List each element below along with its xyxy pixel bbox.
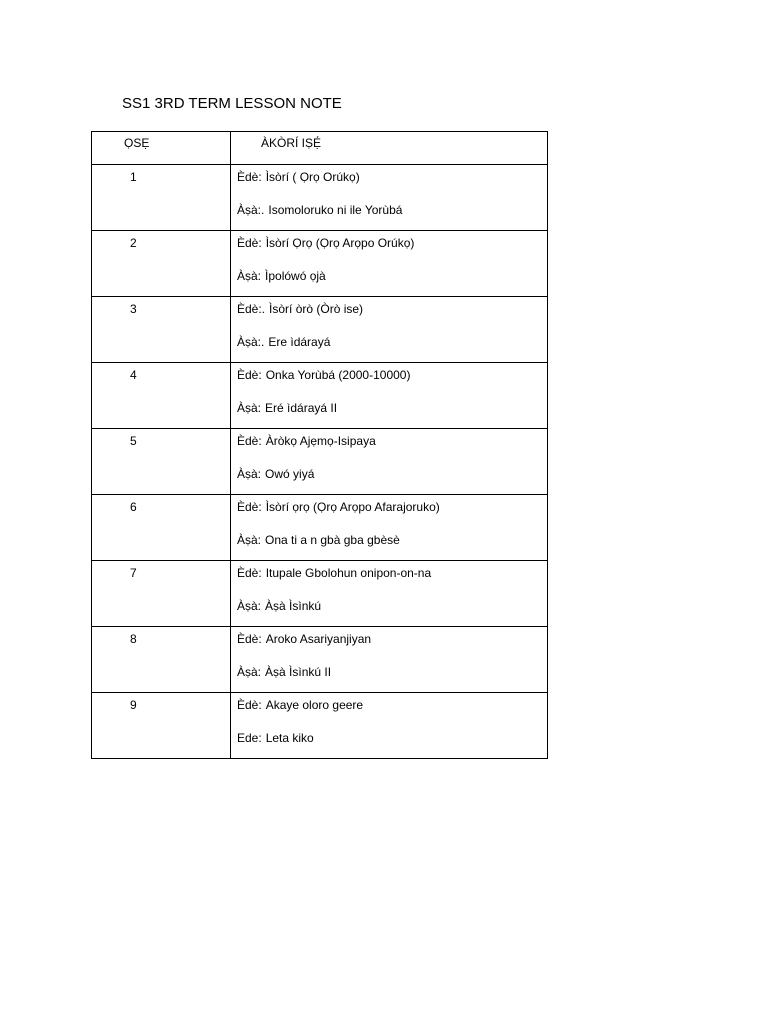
topic-text: Eré ìdárayá II <box>265 401 338 415</box>
header-topic <box>231 132 548 165</box>
header-week <box>92 132 231 165</box>
topic-label: Èdè: <box>237 632 262 646</box>
table-row <box>92 429 548 495</box>
topic-text: Àṣà Ìsìnkú II <box>265 665 332 679</box>
week-number: 5 <box>130 434 137 448</box>
topic-text: Onka Yorùbá (2000-10000) <box>265 368 411 382</box>
topic-cell <box>231 627 548 693</box>
topic-label: Èdè: <box>237 368 262 382</box>
week-number: 9 <box>130 698 137 712</box>
culture-topic-line <box>237 400 547 416</box>
header-topic-label: ÀKÒRÍ IṢẸ́ <box>261 136 322 150</box>
week-number: 3 <box>130 302 137 316</box>
culture-topic-line <box>237 268 547 284</box>
week-cell <box>92 693 231 759</box>
table-row <box>92 495 548 561</box>
week-cell <box>92 297 231 363</box>
table-row <box>92 363 548 429</box>
week-number: 4 <box>130 368 137 382</box>
topic-cell <box>231 561 548 627</box>
topic-label: Àṣà: <box>237 665 262 679</box>
culture-topic-line <box>237 334 547 350</box>
lesson-table <box>91 131 548 759</box>
header-week-label: ỌSẸ <box>124 136 150 150</box>
culture-topic-line <box>237 598 547 614</box>
table-row <box>92 693 548 759</box>
language-topic-line <box>237 433 547 449</box>
table-row <box>92 165 548 231</box>
topic-text: Ona ti a n gbà gba gbèsè <box>265 533 400 547</box>
week-number: 6 <box>130 500 137 514</box>
topic-label: Èdè: <box>237 434 262 448</box>
topic-text: Akaye oloro geere <box>265 698 364 712</box>
week-cell <box>92 363 231 429</box>
table-row <box>92 297 548 363</box>
topic-text: Ìsòrí ọrọ (Ọrọ Arọpo Afarajoruko) <box>265 500 440 514</box>
topic-text: Owó yiyá <box>265 467 315 481</box>
table-header-row <box>92 132 548 165</box>
language-topic-line <box>237 697 547 713</box>
table-row <box>92 561 548 627</box>
topic-label: Èdè: <box>237 698 262 712</box>
language-topic-line <box>237 235 547 251</box>
culture-topic-line <box>237 466 547 482</box>
language-topic-line <box>237 301 547 317</box>
topic-text: Leta kiko <box>265 731 314 745</box>
week-cell <box>92 627 231 693</box>
language-topic-line <box>237 367 547 383</box>
week-number: 8 <box>130 632 137 646</box>
topic-label: Àṣà: <box>237 401 262 415</box>
topic-label: Èdè: <box>237 170 262 184</box>
week-cell <box>92 165 231 231</box>
language-topic-line <box>237 169 547 185</box>
topic-cell <box>231 231 548 297</box>
topic-text: Àṣà Ìsìnkú <box>265 599 322 613</box>
page-title: SS1 3RD TERM LESSON NOTE <box>122 95 342 112</box>
topic-text: Isomoloruko ni ile Yorùbá <box>268 203 403 217</box>
topic-cell <box>231 693 548 759</box>
topic-text: Aroko Asariyanjiyan <box>265 632 372 646</box>
topic-text: Ere ìdárayá <box>268 335 331 349</box>
language-topic-line <box>237 499 547 515</box>
topic-label: Àṣà: <box>237 467 262 481</box>
topic-text: Ìsòrí ( Ọrọ Orúkọ) <box>265 170 360 184</box>
table-row <box>92 231 548 297</box>
week-cell <box>92 429 231 495</box>
culture-topic-line <box>237 202 547 218</box>
topic-label: Àṣà: <box>237 599 262 613</box>
topic-label: Èdè:. <box>237 302 266 316</box>
table-row <box>92 627 548 693</box>
language-topic-line <box>237 565 547 581</box>
language-topic-line <box>237 631 547 647</box>
topic-label: Àṣà:. <box>237 335 265 349</box>
topic-label: Èdè: <box>237 236 262 250</box>
topic-text: Àròkọ Ajẹmọ-Isipaya <box>265 434 376 448</box>
topic-label: Èdè: <box>237 566 262 580</box>
topic-cell <box>231 495 548 561</box>
topic-label: Àṣà: <box>237 269 262 283</box>
topic-label: Èdè: <box>237 500 262 514</box>
topic-label: Àṣà: <box>237 533 262 547</box>
week-cell <box>92 561 231 627</box>
week-number: 1 <box>130 170 137 184</box>
topic-cell <box>231 297 548 363</box>
week-number: 2 <box>130 236 137 250</box>
culture-topic-line <box>237 730 547 746</box>
topic-label: Àṣà:. <box>237 203 265 217</box>
topic-text: Ìsòrí Ọrọ (Ọrọ Arọpo Orúkọ) <box>265 236 415 250</box>
week-number: 7 <box>130 566 137 580</box>
topic-cell <box>231 429 548 495</box>
topic-text: Ìpolówó ọjà <box>265 269 326 283</box>
topic-text: Ìsòrí òrò (Òrò ise) <box>269 302 364 316</box>
topic-cell <box>231 165 548 231</box>
topic-label: Ede: <box>237 731 262 745</box>
week-cell <box>92 231 231 297</box>
culture-topic-line <box>237 532 547 548</box>
week-cell <box>92 495 231 561</box>
topic-text: Itupale Gbolohun onipon-on-na <box>265 566 432 580</box>
culture-topic-line <box>237 664 547 680</box>
topic-cell <box>231 363 548 429</box>
